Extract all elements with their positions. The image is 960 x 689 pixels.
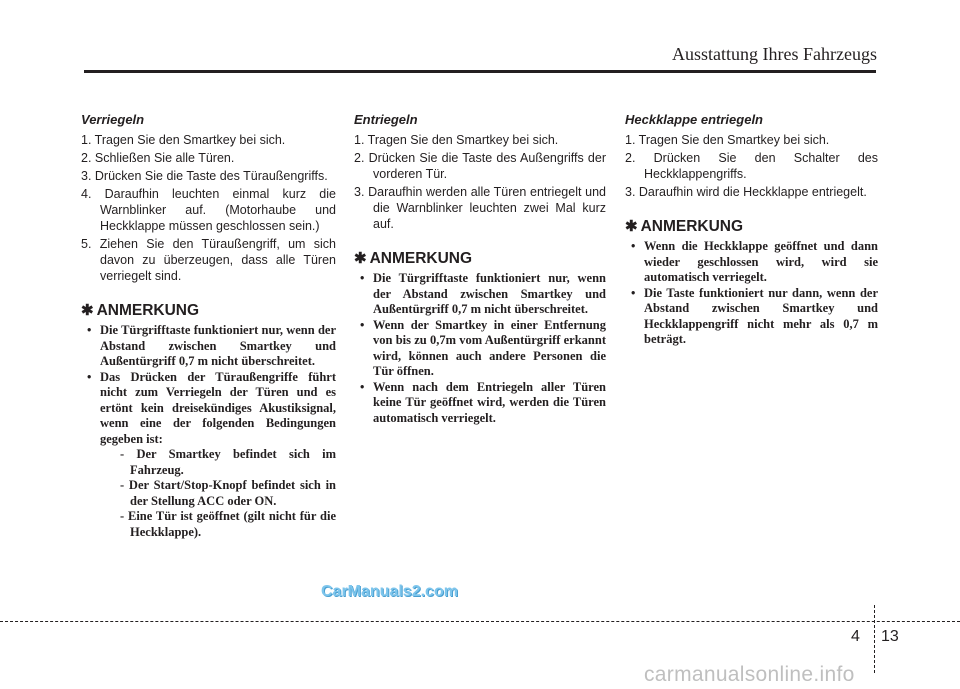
page-number: 13 xyxy=(881,628,899,645)
lock-notes xyxy=(81,323,336,540)
lock-note-heading xyxy=(81,302,336,320)
bullet-icon: • xyxy=(360,379,365,394)
footer-divider xyxy=(874,605,875,673)
unlock-title: Entriegeln xyxy=(354,112,418,127)
chapter-number: 4 xyxy=(851,628,860,645)
note-text: Wenn nach dem Entriegeln aller Türen keine Tür geöffnet wird, werden die Türen automatisch verriegelt. xyxy=(373,379,606,425)
lock-steps xyxy=(81,132,336,284)
tailgate-title: Heckklappe entriegeln xyxy=(625,112,763,127)
footer-rule xyxy=(0,621,960,622)
bullet-icon: • xyxy=(87,323,92,337)
note-text: Die Türgrifftaste funktioniert nur, wenn der Abstand zwischen Smartkey und Außentürgriff 0,7 m nicht überschreitet. xyxy=(373,271,606,316)
tailgate-steps xyxy=(625,132,878,200)
tailgate-note-heading xyxy=(625,218,878,236)
note-text: Das Drücken der Türaußengriffe führt nicht zum Verriegeln der Türen und es ertönt kein dreisekündiges Akustiksignal, wenn eine der folgenden Bedingungen gegeben ist: xyxy=(100,369,336,446)
bullet-icon: • xyxy=(360,271,365,285)
list-item: 1. Tragen Sie den Smartkey bei sich. xyxy=(354,133,559,147)
unlock-steps xyxy=(354,132,606,232)
lock-title: Verriegeln xyxy=(81,112,145,127)
bullet-icon: • xyxy=(631,285,636,300)
list-item: - Der Start/Stop-Knopf befindet sich in der Stellung ACC oder ON. xyxy=(120,478,336,508)
tailgate-notes xyxy=(625,239,878,348)
list-item: 4. Daraufhin leuchten einmal kurz die Warnblinker auf. (Motorhaube und Heckklappe müssen geschlossen sein.) xyxy=(81,187,336,233)
list-item xyxy=(354,271,606,318)
list-item xyxy=(625,239,878,286)
note-title: ANMERKUNG xyxy=(369,250,473,267)
list-item: 2. Drücken Sie den Schalter des Heckklappengriffs. xyxy=(625,151,878,181)
list-item: 3. Drücken Sie die Taste des Türaußengriffs. xyxy=(81,169,328,183)
list-item: 2. Schließen Sie alle Türen. xyxy=(81,151,235,165)
unlock-section xyxy=(354,112,606,426)
tailgate-section xyxy=(625,112,878,348)
list-item: 1. Tragen Sie den Smartkey bei sich. xyxy=(625,133,830,147)
list-item: 3. Daraufhin werden alle Türen entriegelt und die Warnblinker leuchten zwei Mal kurz auf. xyxy=(354,185,606,231)
list-item xyxy=(354,318,606,380)
list-item xyxy=(625,286,878,348)
asterisk-star-icon: ✱ xyxy=(354,250,367,267)
list-item: 5. Ziehen Sie den Türaußengriff, um sich davon zu überzeugen, dass alle Türen verriegelt sind. xyxy=(81,237,336,283)
list-item xyxy=(81,370,336,541)
note-title: ANMERKUNG xyxy=(96,302,200,319)
bullet-icon: • xyxy=(631,239,636,253)
header-rule xyxy=(84,70,876,73)
header-title: Ausstattung Ihres Fahrzeugs xyxy=(672,44,877,64)
bullet-icon: • xyxy=(360,317,365,332)
list-item xyxy=(81,323,336,370)
unlock-note-heading xyxy=(354,250,606,268)
watermark-carmanuals2[interactable]: CarManuals2.com xyxy=(321,583,458,600)
watermark-carmanualsonline[interactable]: carmanualsonline.info xyxy=(644,663,855,686)
list-item: 3. Daraufhin wird die Heckklappe entriegelt. xyxy=(625,185,867,199)
note-text: Die Türgrifftaste funktioniert nur, wenn der Abstand zwischen Smartkey und Außentürgriff 0,7 m nicht überschreitet. xyxy=(100,323,336,368)
note-text: Wenn der Smartkey in einer Entfernung von bis zu 0,7m vom Außentürgriff erkannt wird, können auch andere Personen die Tür öffnen. xyxy=(373,317,606,378)
asterisk-star-icon: ✱ xyxy=(625,218,638,235)
asterisk-star-icon: ✱ xyxy=(81,302,94,319)
list-item: - Eine Tür ist geöffnet (gilt nicht für die Heckklappe). xyxy=(120,509,336,539)
list-item: 1. Tragen Sie den Smartkey bei sich. xyxy=(81,133,286,147)
note-title: ANMERKUNG xyxy=(640,218,744,235)
note-text: Die Taste funktioniert nur dann, wenn der Abstand zwischen Smartkey und Heckklappengriff nicht mehr als 0,7 m beträgt. xyxy=(644,285,878,346)
list-item: 2. Drücken Sie die Taste des Außengriffs der vorderen Tür. xyxy=(354,151,606,181)
lock-sub-notes xyxy=(100,447,336,540)
list-item: - Der Smartkey befindet sich im Fahrzeug. xyxy=(120,447,336,477)
list-item xyxy=(354,380,606,427)
lock-section xyxy=(81,112,336,540)
unlock-notes xyxy=(354,271,606,426)
note-text: Wenn die Heckklappe geöffnet und dann wieder geschlossen wird, wird sie automatisch verriegelt. xyxy=(644,239,878,284)
bullet-icon: • xyxy=(87,369,92,384)
